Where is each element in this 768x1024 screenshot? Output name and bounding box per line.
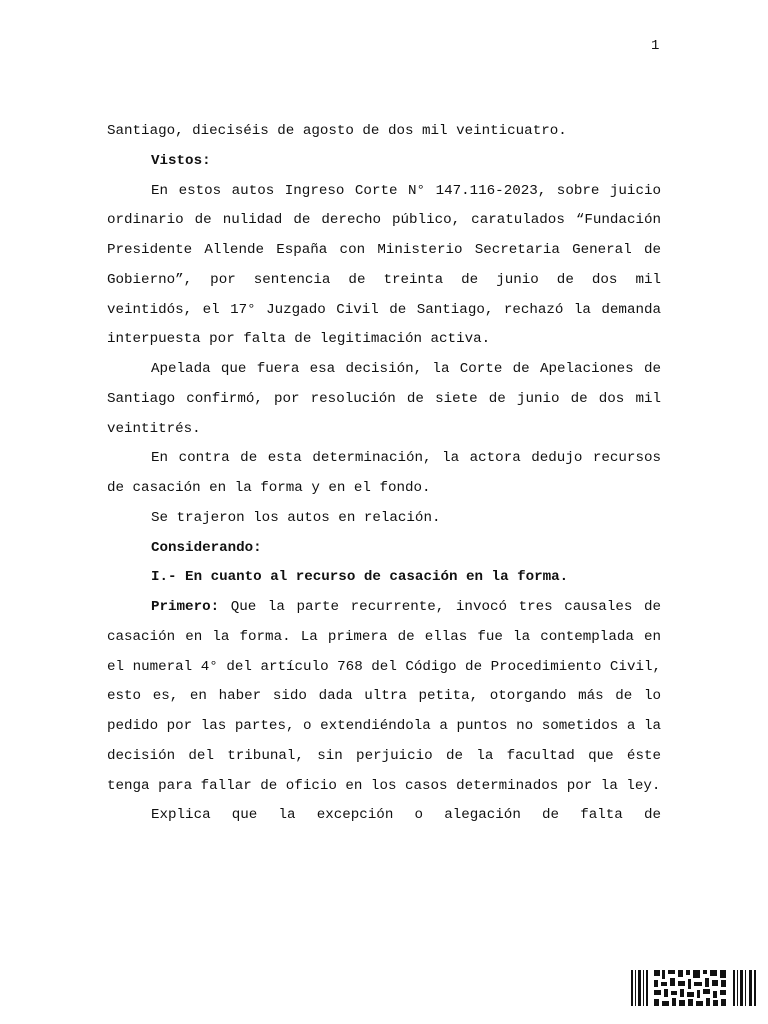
paragraph-vistos: Vistos: xyxy=(151,152,211,169)
paragraph-cassation-remedies: En contra de esta determinación, la actora dedujo recursos de casación en la forma y en el fondo. xyxy=(107,450,661,496)
document-body xyxy=(107,117,661,831)
barcode-icon xyxy=(631,970,756,1006)
paragraph-relation: Se trajeron los autos en relación. xyxy=(151,509,441,526)
primero-label: Primero: xyxy=(151,599,220,615)
page-number: 1 xyxy=(651,38,660,54)
paragraph-date: Santiago, dieciséis de agosto de dos mil veinticuatro. xyxy=(107,123,567,139)
paragraph-primero xyxy=(107,593,661,801)
paragraph-considerando: Considerando: xyxy=(151,539,262,556)
section-heading-forma: I.- En cuanto al recurso de casación en la forma. xyxy=(151,569,569,586)
paragraph-intro: En estos autos Ingreso Corte N° 147.116-2023, sobre juicio ordinario de nulidad de derecho público, caratulados “Fundación Presidente Allende España con Ministerio Secretaria General de Gobierno”, por sentencia de treinta de junio de dos mil veintidós, el 17° Juzgado Civil de Santiago, rechazó la demanda interpuesta por falta de legitimación activa. xyxy=(107,182,661,348)
paragraph-explica: Explica que la excepción o alegación de falta de xyxy=(151,807,661,824)
paragraph-appeal: Apelada que fuera esa decisión, la Corte de Apelaciones de Santiago confirmó, por resolución de siete de junio de dos mil veintitrés. xyxy=(107,361,661,437)
primero-text: Que la parte recurrente, invocó tres causales de casación en la forma. La primera de ellas fue la contemplada en el numeral 4° del artículo 768 del Código de Procedimiento Civil, esto es, en haber sido dada ultra petita, otorgando más de lo pedido por las partes, o extendiéndola a puntos no sometidos a la decisión del tribunal, sin perjuicio de la facultad que éste tenga para fallar de oficio en los casos determinados por la ley. xyxy=(107,599,661,794)
